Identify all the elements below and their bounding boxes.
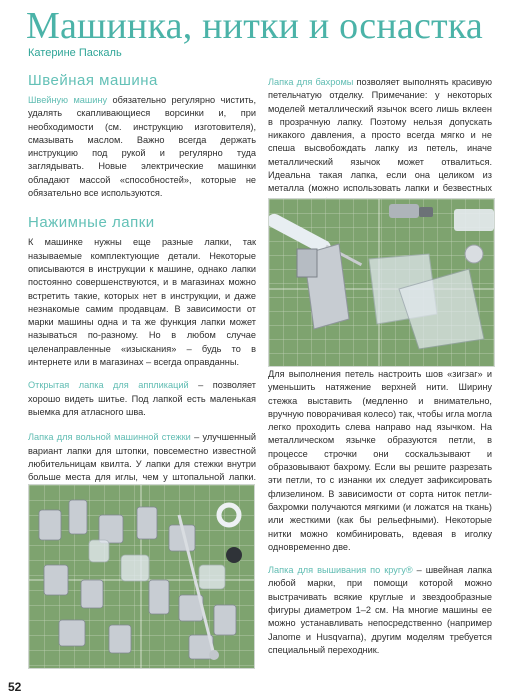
paragraph-machine xyxy=(28,94,256,200)
right-column-top xyxy=(268,76,492,215)
photo-image xyxy=(29,485,254,668)
photo-image xyxy=(269,199,494,366)
paragraph-text: обязательно регулярно чистить, удалять скапливающиеся ворсинки и, при необходимости (см. инструкцию изготовителя), смазывать маслом. Важно всегда держать инструкцию под рукой и регулярно туда заглядывать. Новые электрические машинки обладают массой «способностей», которые не обязательно все используются. xyxy=(28,95,256,199)
page-title: Машинка, нитки и оснастка xyxy=(26,5,483,47)
paragraph-text: позволяет выполнять красивую петельчатую отделку. Примечание: у некоторых моделей металлический язычок всего лишь вклеен в прозрачную лапку. Поэтому нельзя допускать никакого давления, а просто всегда мягко и не спеша высвобождать лапку из петель, иначе металлический язычок может отвалиться. Идеальна такая лапка, если она целиком из металла (можно использовать лапки и безвестных xyxy=(268,77,492,194)
paragraph-text: – позволяет хорошо видеть шитье. Под лапкой есть маленькая выемка для атласного шва. xyxy=(28,380,256,417)
page-number: 52 xyxy=(8,680,22,694)
photo-presser-feet-collection xyxy=(28,484,255,669)
paragraph-fringe-foot xyxy=(268,76,492,209)
left-column xyxy=(28,72,256,504)
paragraph-applique-foot xyxy=(28,379,256,419)
term-applique-foot: Открытая лапка для аппликаций xyxy=(28,380,189,391)
paragraph-text: – улучшенный вариант лапки для штопки, повсеместно известной любительницам квилта. У лапки для стежки внутри больше места для иглы, чем у штопальной лапки. xyxy=(28,432,256,483)
paragraph-feet: К машинке нужны еще разные лапки, так называемые комплектующие детали. Некоторые описываются в инструкции к машине, однако лапки постоянно совершенствуются, и в магазинах можно встретить такие, которых нет в инструкции, и даже незнакомые самим продавцам. В зависимости от марки машины одна и та же функция лапки может называться по-разному. Но в любом случае целенаправленные «изыскания» – будь то в интернете или в магазинах – всегда оправданны. xyxy=(28,237,256,368)
term-circle-foot: Лапка для вышивания по кругу® xyxy=(268,565,413,576)
term-quilting-foot: Лапка для вольной машинной стежки xyxy=(28,432,191,443)
right-column-bottom xyxy=(268,368,492,663)
term-sewing-machine: Швейную машину xyxy=(28,95,108,105)
paragraph-fringe-instructions: Для выполнения петель настроить шов «зигзаг» и уменьшить натяжение верхней нити. Ширину стежка выставить (медленно и внимательно, вручную поворачивая колесо) так, чтобы игла могла легко проходить слева направо над язычком. На металлическом язычке образуются петли, в процессе строчки они соскальзывают и образовывают бахрому. Если вы решите разрезать эти петли, то с изнанки их следует зафиксировать флизелином. В зависимости от сорта ниток петли-бахромки получаются мягкими (и ложатся на ткань) или жесткими (как бы рельефными). Некоторые нитки можно комбинировать, вдевая в иголку одновременно две. xyxy=(268,369,492,552)
section-heading-presser-feet: Нажимные лапки xyxy=(28,214,155,232)
photo-presser-foot-closeup xyxy=(268,198,495,367)
author-name: Катерине Паскаль xyxy=(28,47,122,59)
paragraph-text: – швейная лапка любой марки, при помощи которой можно выстрачивать всякие круглые и звездообразные фигуры диаметром 1–2 см. На многие машины ее можно устанавливать непосредственно (например Janome и Husqvarna), другим моделям требуется специальный переходник. xyxy=(268,565,493,655)
paragraph-circle-foot xyxy=(268,564,492,657)
section-heading-sewing-machine: Швейная машина xyxy=(28,72,158,89)
term-fringe-foot: Лапка для бахромы xyxy=(268,77,354,87)
